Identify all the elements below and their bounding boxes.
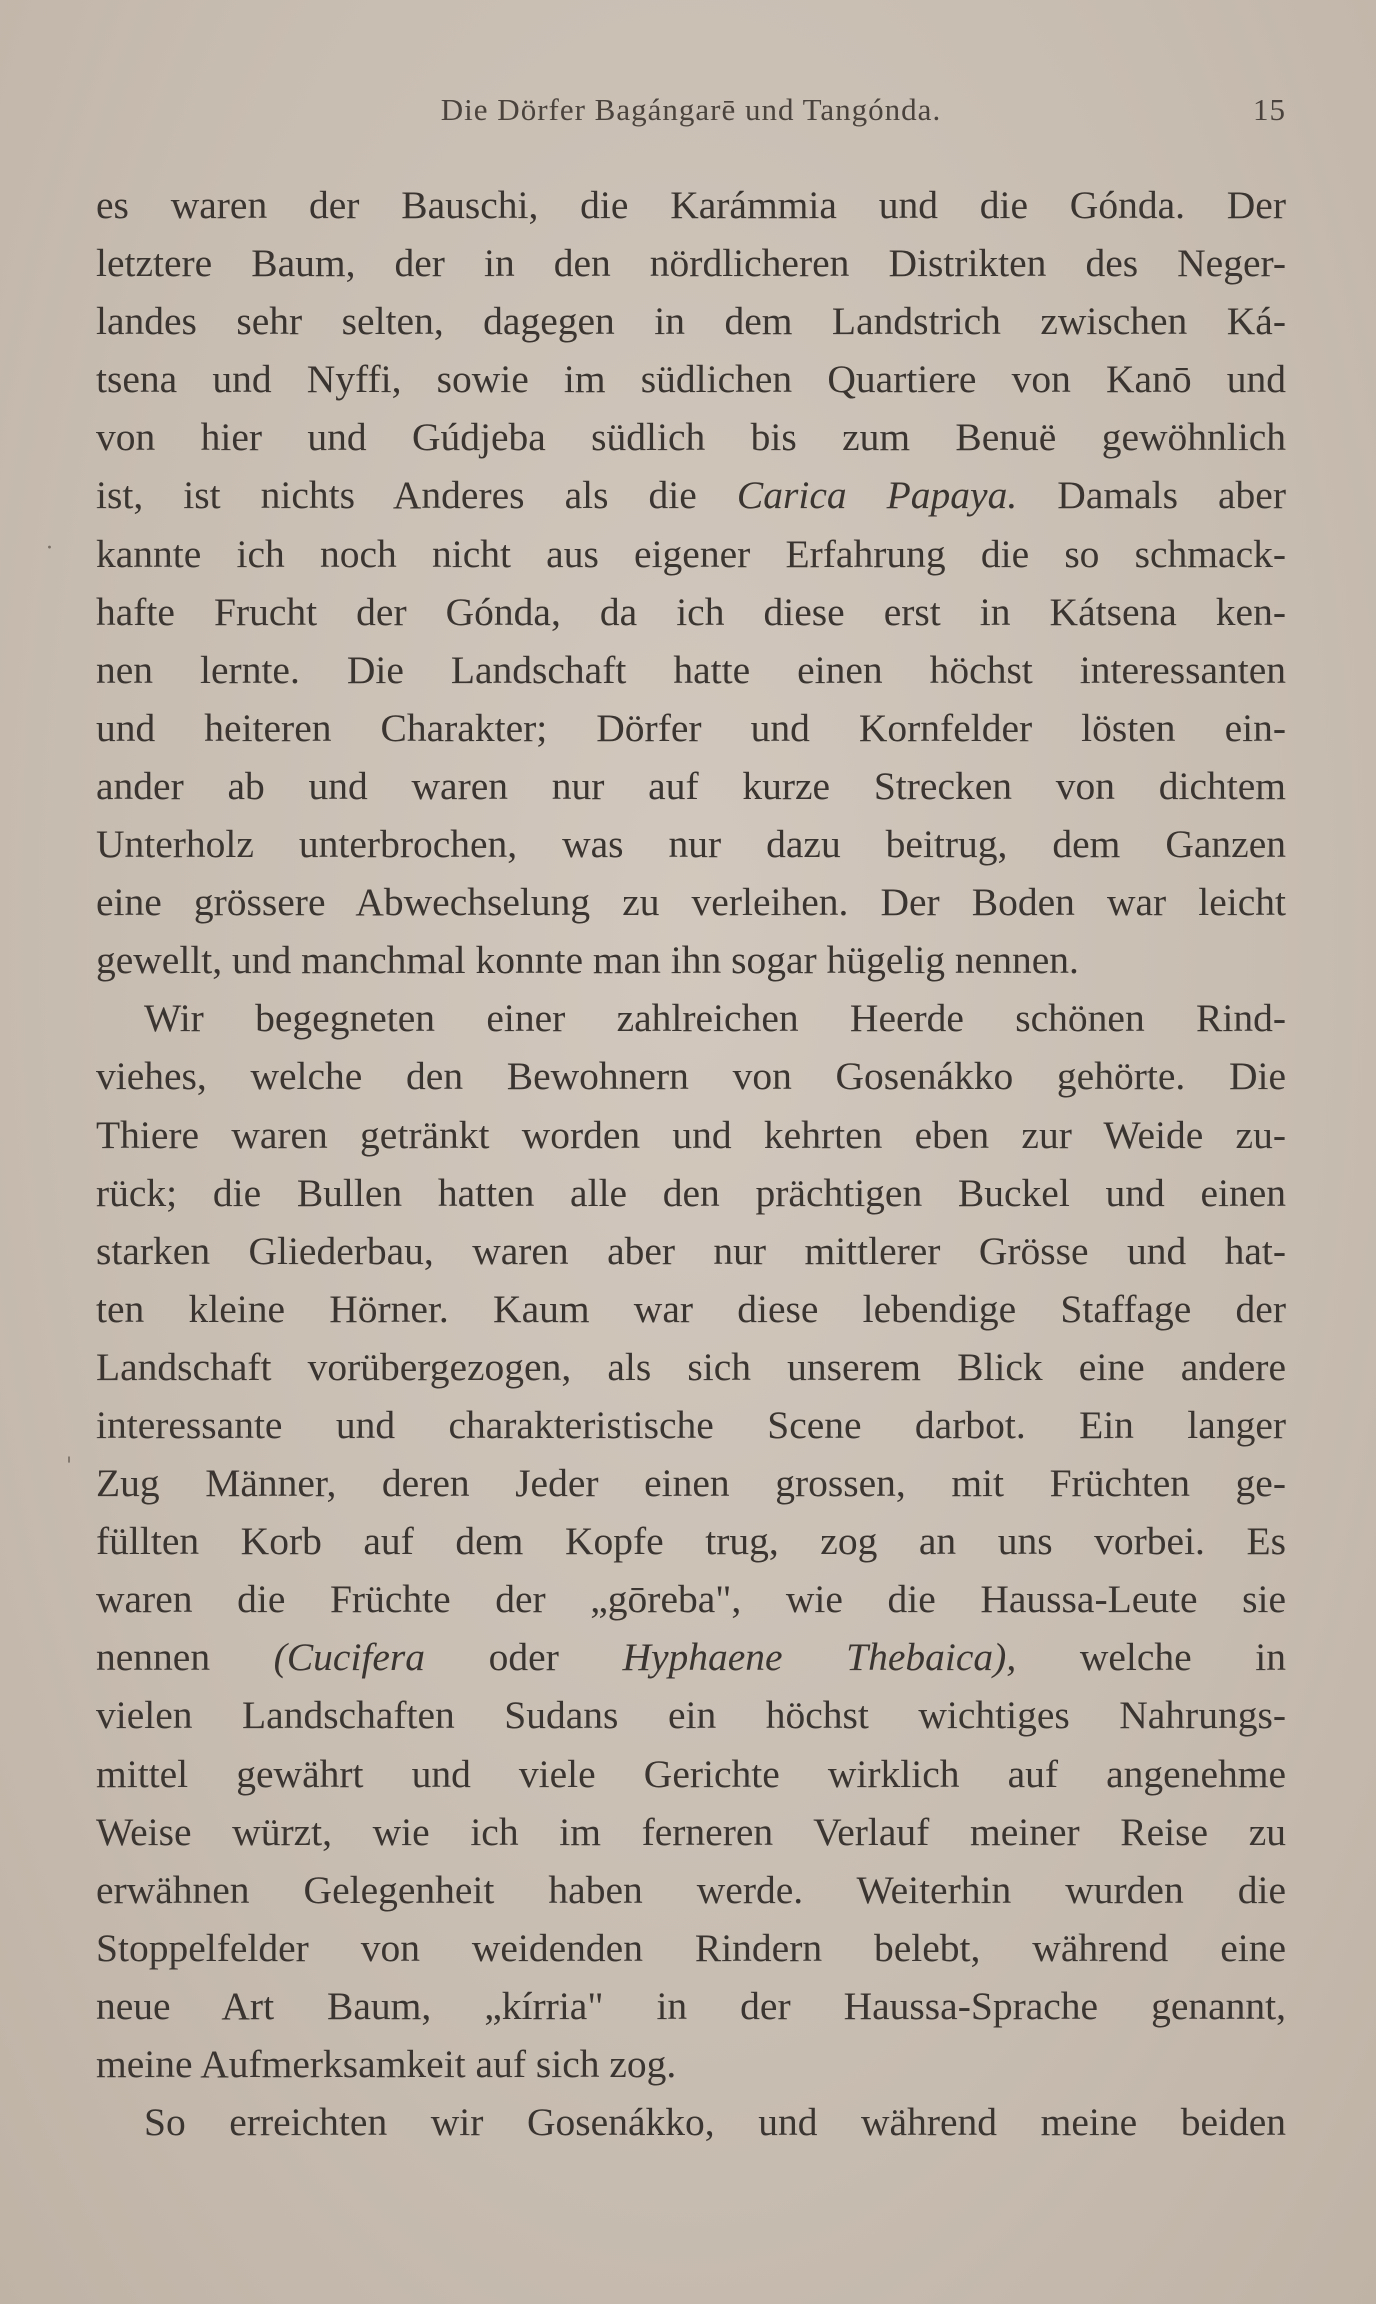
italic-term: Hyphaene Thebaica),	[622, 1635, 1017, 1680]
text-line: nen lernte. Die Landschaft hatte einen höchst interessanten	[96, 647, 1286, 692]
margin-mark: '	[66, 1454, 73, 1479]
text-line: tsena und Nyffi, sowie im südlichen Quartiere von Kanō und	[96, 357, 1286, 402]
text-line: mittel gewährt und viele Gerichte wirklich auf angenehme	[96, 1751, 1286, 1796]
text-line: starken Gliederbau, waren aber nur mittlerer Grösse und hat-	[96, 1228, 1286, 1273]
running-head-title: Die Dörfer Bagángarē und Tangónda.	[440, 92, 942, 127]
text-line: kannte ich noch nicht aus eigener Erfahrung die so schmack-	[96, 531, 1286, 576]
text-line: ander ab und waren nur auf kurze Strecken von dichtem	[96, 763, 1286, 808]
text-line: Weise würzt, wie ich im ferneren Verlauf meiner Reise zu	[96, 1809, 1286, 1854]
running-head	[96, 92, 1286, 142]
text-line: interessante und charakteristische Scene darbot. Ein langer	[96, 1402, 1286, 1447]
text-line: es waren der Bauschi, die Karámmia und die Gónda. Der	[96, 183, 1286, 227]
text-line: viehes, welche den Bewohnern von Gosenákko gehörte. Die	[96, 1054, 1286, 1099]
text-line: Wir begegneten einer zahlreichen Heerde schönen Rind-	[144, 996, 1286, 1041]
text-line: So erreichten wir Gosenákko, und während meine beiden	[144, 2100, 1286, 2145]
text-line: ist, ist nichts Anderes als die Carica Papaya. Damals aber	[96, 473, 1286, 518]
text-line: neue Art Baum, „kírria" in der Haussa-Sprache genannt,	[96, 1983, 1286, 2028]
text-line: eine grössere Abwechselung zu verleihen. Der Boden war leicht	[96, 880, 1286, 925]
text-line: Landschaft vorübergezogen, als sich unserem Blick eine andere	[96, 1344, 1286, 1389]
text-line: erwähnen Gelegenheit haben werde. Weiterhin wurden die	[96, 1867, 1286, 1912]
text-line: nennen (Cucifera oder Hyphaene Thebaica), welche in	[96, 1635, 1286, 1680]
page-number: 15	[1253, 92, 1286, 127]
text-line: Thiere waren getränkt worden und kehrten eben zur Weide zu-	[96, 1112, 1286, 1157]
text-line: gewellt, und manchmal konnte man ihn sogar hügelig nennen.	[96, 938, 1079, 983]
text-line: Zug Männer, deren Jeder einen grossen, mit Früchten ge-	[96, 1461, 1286, 1506]
text-line: rück; die Bullen hatten alle den prächtigen Buckel und einen	[96, 1170, 1286, 1215]
body-text	[96, 176, 1286, 2151]
italic-term: Carica Papaya.	[736, 473, 1018, 518]
margin-mark: ·	[46, 536, 53, 561]
text-line: Unterholz unterbrochen, was nur dazu beitrug, dem Ganzen	[96, 822, 1286, 867]
text-line: vielen Landschaften Sudans ein höchst wichtiges Nahrungs-	[96, 1693, 1286, 1738]
text-line: waren die Früchte der „gōreba", wie die Haussa-Leute sie	[96, 1577, 1286, 1622]
text-line: und heiteren Charakter; Dörfer und Kornfelder lösten ein-	[96, 705, 1286, 750]
text-line: füllten Korb auf dem Kopfe trug, zog an uns vorbei. Es	[96, 1519, 1286, 1564]
text-line: meine Aufmerksamkeit auf sich zog.	[96, 2042, 677, 2086]
text-line: von hier und Gúdjeba südlich bis zum Benuë gewöhnlich	[96, 415, 1286, 460]
text-line: ten kleine Hörner. Kaum war diese lebendige Staffage der	[96, 1286, 1286, 1331]
text-line: hafte Frucht der Gónda, da ich diese erst in Kátsena ken-	[96, 589, 1286, 634]
italic-term: (Cucifera	[273, 1635, 426, 1680]
text-line: Stoppelfelder von weidenden Rindern belebt, während eine	[96, 1925, 1286, 1970]
text-line: letztere Baum, der in den nördlicheren Distrikten des Neger-	[96, 241, 1286, 286]
text-line: landes sehr selten, dagegen in dem Landstrich zwischen Ká-	[96, 299, 1286, 344]
